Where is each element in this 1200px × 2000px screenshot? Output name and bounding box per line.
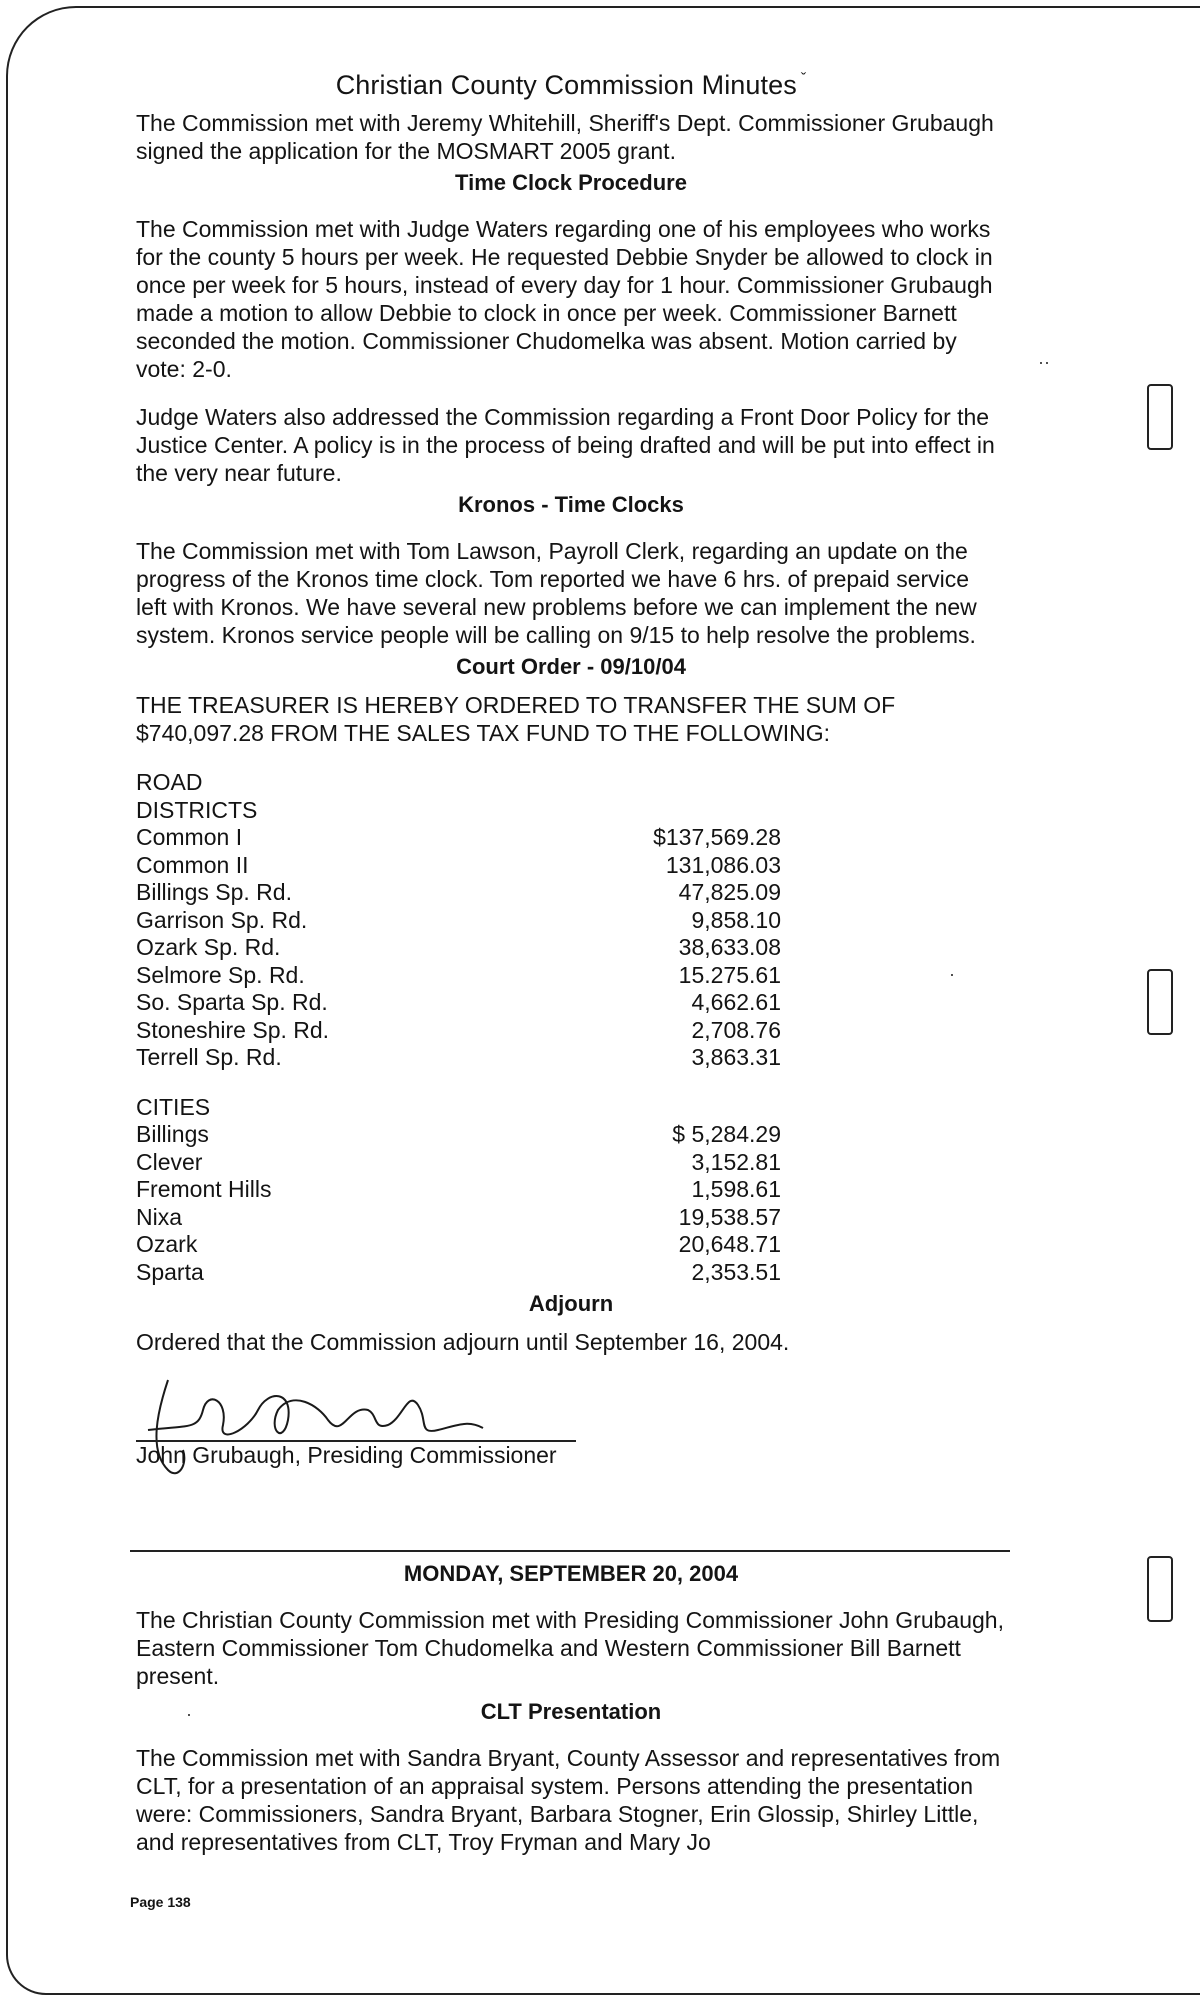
document-title-text: Christian County Commission Minutes — [335, 70, 797, 100]
scan-speck: · — [186, 1704, 192, 1724]
ledger-row — [136, 907, 1006, 935]
ledger-row-amount: 20,648.71 — [678, 1231, 781, 1257]
adjourn-heading: Adjourn — [528, 1291, 614, 1316]
court-order-paragraph: THE TREASURER IS HEREBY ORDERED TO TRANSFER THE SUM OF $740,097.28 FROM THE SALES TAX FUND TO THE FOLLOWING: — [136, 692, 896, 746]
ledger-row-name: Billings — [136, 1121, 209, 1147]
signature-block — [136, 1364, 1006, 1474]
ledger-row-amount: 1,598.61 — [691, 1176, 781, 1202]
section-divider — [130, 1550, 1010, 1552]
road-districts-label-line1: ROAD — [136, 769, 203, 795]
ledger-row — [136, 1044, 1006, 1072]
margin-binding-slot — [1147, 1556, 1173, 1622]
cities-ledger — [136, 1094, 1006, 1287]
meeting-paragraph: The Christian County Commission met with Presiding Commissioner John Grubaugh, Eastern Commissioner Tom Chudomelka and Western Commissioner Bill Barnett present. — [136, 1607, 1004, 1689]
kronos-paragraph: The Commission met with Tom Lawson, Payroll Clerk, regarding an update on the progress of the Kronos time clock. Tom reported we have 6 hrs. of prepaid service left with Kronos. We have several new problems before we can implement the new system. Kronos service people will be calling on 9/15 to help resolve the problems. — [136, 538, 977, 648]
ledger-row — [136, 1176, 1006, 1204]
sheriff-paragraph: The Commission met with Jeremy Whitehill, Sheriff's Dept. Commissioner Grubaugh signed the application for the MOSMART 2005 grant. — [136, 110, 994, 164]
ledger-row — [136, 1259, 1006, 1287]
ledger-row — [136, 852, 1006, 880]
ledger-row — [136, 1121, 1006, 1149]
ledger-row-amount: 3,863.31 — [691, 1044, 781, 1070]
next-meeting-section — [136, 1560, 1006, 1856]
ledger-row-amount: 38,633.08 — [678, 934, 781, 960]
scan-speck: · — [949, 964, 955, 984]
time-clock-heading: Time Clock Procedure — [455, 170, 687, 195]
ledger-row — [136, 879, 1006, 907]
court-order-heading: Court Order - 09/10/04 — [456, 654, 686, 679]
ledger-row-amount: 131,086.03 — [665, 851, 781, 878]
ledger-row-amount: $ 5,284.29 — [672, 1121, 781, 1147]
ledger-row-amount: 2,353.51 — [691, 1258, 781, 1285]
ledger-row — [136, 1231, 1006, 1259]
signature-caption: John Grubaugh, Presiding Commissioner — [136, 1442, 557, 1468]
ledger-row — [136, 1204, 1006, 1232]
ledger-row-name: Stoneshire Sp. Rd. — [136, 1016, 330, 1043]
ledger-row-name: Billings Sp. Rd. — [136, 879, 292, 905]
page-number: Page 138 — [130, 1894, 191, 1910]
ledger-row-amount: 15.275.61 — [678, 961, 781, 988]
road-districts-rows — [136, 824, 1006, 1072]
paragraph-gap — [136, 383, 1006, 403]
road-districts-ledger — [136, 769, 1006, 1072]
ledger-row-amount: $137,569.28 — [653, 824, 781, 850]
ledger-row — [136, 1149, 1006, 1177]
kronos-heading: Kronos - Time Clocks — [458, 492, 684, 517]
ledger-row-name: Fremont Hills — [136, 1176, 272, 1202]
meeting-date-heading: MONDAY, SEPTEMBER 20, 2004 — [403, 1561, 739, 1586]
clt-heading: CLT Presentation — [480, 1699, 662, 1724]
ledger-row-amount: 9,858.10 — [691, 906, 781, 933]
cities-rows — [136, 1121, 1006, 1286]
ledger-row-name: So. Sparta Sp. Rd. — [136, 989, 328, 1015]
cities-label: CITIES — [136, 1093, 211, 1120]
ledger-row — [136, 989, 1006, 1017]
ledger-row — [136, 934, 1006, 962]
ledger-row-name: Terrell Sp. Rd. — [136, 1044, 282, 1070]
ledger-row — [136, 962, 1006, 990]
road-districts-label-line2: DISTRICTS — [136, 796, 258, 823]
ledger-row-name: Ozark Sp. Rd. — [136, 934, 281, 960]
margin-binding-slot — [1147, 969, 1173, 1035]
adjourn-paragraph: Ordered that the Commission adjourn until September 16, 2004. — [136, 1329, 790, 1355]
ledger-row — [136, 824, 1006, 852]
clt-paragraph: The Commission met with Sandra Bryant, County Assessor and representatives from CLT, for a presentation of an appraisal system. Persons attending the presentation were: Commissioners, Sandra Bryant, Barbara Stogner, Erin Glossip, Shirley Little, and representatives from CLT, Troy Fryman and Mary Jo — [136, 1745, 1001, 1855]
time-clock-paragraph: The Commission met with Judge Waters regarding one of his employees who works for the county 5 hours per week. He requested Debbie Snyder be allowed to clock in once per week for 5 hours, instead of every day for 1 hour. Commissioner Grubaugh made a motion to allow Debbie to clock in once per week. Commissioner Barnett seconded the motion. Commissioner Chudomelka was absent. Motion carried by vote: 2-0. — [136, 216, 993, 382]
margin-binding-slot — [1147, 384, 1173, 450]
ledger-row-name: Common II — [136, 851, 249, 878]
ledger-row-name: Garrison Sp. Rd. — [136, 906, 308, 933]
ledger-row-name: Sparta — [136, 1258, 204, 1285]
title-tick-mark: ˇ — [800, 71, 807, 88]
ledger-row-name: Clever — [136, 1148, 203, 1175]
ledger-row-name: Selmore Sp. Rd. — [136, 961, 305, 988]
document-title — [136, 70, 1006, 101]
front-door-paragraph: Judge Waters also addressed the Commission regarding a Front Door Policy for the Justice Center. A policy is in the process of being drafted and will be put into effect in the very near future. — [136, 404, 995, 486]
ledger-row — [136, 1017, 1006, 1045]
ledger-row-amount: 4,662.61 — [691, 989, 781, 1015]
ledger-row-name: Nixa — [136, 1203, 183, 1230]
ledger-row-name: Ozark — [136, 1231, 198, 1257]
handwritten-signature — [128, 1370, 528, 1490]
minutes-document — [136, 60, 1006, 1474]
ledger-row-amount: 19,538.57 — [678, 1203, 781, 1230]
scan-speck: ·· — [1038, 352, 1050, 372]
ledger-row-name: Common I — [136, 824, 243, 850]
ledger-row-amount: 2,708.76 — [691, 1016, 781, 1043]
ledger-row-amount: 3,152.81 — [691, 1148, 781, 1175]
ledger-row-amount: 47,825.09 — [678, 879, 781, 905]
